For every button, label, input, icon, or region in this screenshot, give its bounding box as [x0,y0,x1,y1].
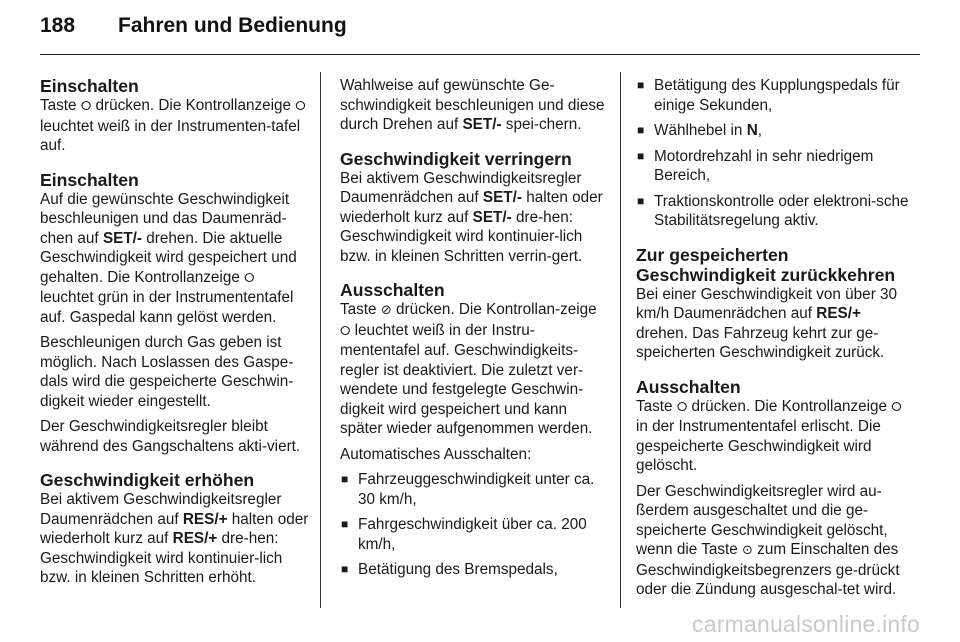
paragraph: Taste ⭘ drücken. Die Kontrollanzeige ⭘ in der Instrumententafel erlischt. Die gespeicherte Geschwindigkeit wird gelöscht. [636,397,902,474]
section-heading: Geschwindigkeit verringern [340,148,572,169]
column-divider [620,72,621,608]
column-1 [40,76,312,588]
paragraph: Der Geschwindigkeitsregler wird au-ßerdem ausgeschaltet und die ge-speicherte Geschwindigkeit gelöscht, wenn die Taste ⊙ zum Einschalten des Geschwindigkeitsbegrenzers ge-drückt oder die Zündung ausgeschal-tet wird. [636,482,900,598]
tempomat-icon: ⭘ [676,399,688,415]
paragraph: Beschleunigen durch Gas geben ist möglich. Nach Loslassen des Gaspe-dals wird die gespeicherte Geschwin-digkeit wieder eingestellt. [40,334,294,410]
page-header [40,14,347,38]
section-heading: Geschwindigkeit erhöhen [40,470,255,490]
list-item: ■ Traktionskontrolle oder elektroni-sche Stabilitätsregelung aktiv. [636,192,911,231]
tempomat-icon: ⭘ [295,99,306,114]
paragraph: Bei aktivem Geschwindigkeitsregler Daumenrädchen auf SET/- halten oder wiederholt kurz auf SET/- dre-hen: Geschwindigkeit wird kontinuier-lich bzw. in kleinen Schritten verrin-gert. [340,169,603,265]
paragraph: Bei aktivem Geschwindigkeitsregler Daumenrädchen auf RES/+ halten oder wiederholt kurz auf RES/+ dre-hen: Geschwindigkeit wird kontinuier-lich bzw. in kleinen Schritten erhöht. [40,491,309,586]
header-rule [40,54,920,55]
tempomat-icon: ⭘ [340,323,351,339]
section-heading: Ausschalten [636,376,741,397]
paragraph: Taste ⭘ drücken. Die Kontrollanzeige ⭘ leuchtet weiß in der Instrumenten-tafel auf. [40,97,306,154]
paragraph: Taste ⊘ drücken. Die Kontrollan-zeige ⭘ leuchtet weiß in der Instru-mententafel auf. Geschwindigkeits-regler ist deaktiviert. Die zuletzt ver-wendete und festgelegte Geschwin-digkeit wird gespeichert und kann später wieder aufgenommen werden. [340,301,597,437]
list-item: ■ Wählhebel in N, [636,121,911,141]
paragraph: Auf die gewünschte Geschwindigkeit beschleunigen und das Daumenräd-chen auf SET/- drehen. Die aktuelle Geschwindigkeit wird gespeichert und gehalten. Die Kontrollanzeige ⭘ leuchtet grün in der Instrumententafel auf. Gaspedal kann gelöst werden. [40,190,297,326]
paragraph: Der Geschwindigkeitsregler bleibt während des Gangschaltens akti-viert. [40,418,301,455]
bullet-list [340,470,610,580]
cancel-icon: ⊘ [380,303,392,318]
bullet-list [636,76,911,231]
paragraph: Bei einer Geschwindigkeit von über 30 km/h Daumenrädchen auf RES/+ drehen. Das Fahrzeug kehrt zur ge-speicherten Geschwindigkeit zurück. [636,285,898,361]
limiter-icon: ⊙ [742,543,753,558]
section-heading: Einschalten [40,76,139,96]
tempomat-icon: ⭘ [244,270,255,286]
list-item: ■ Fahrzeuggeschwindigkeit unter ca. 30 km/h, [340,470,610,509]
paragraph: Automatisches Ausschalten: [340,445,532,463]
watermark: carmanualsonline.info [692,611,920,637]
section-heading: Zur gespeicherten Geschwindigkeit zurückkehren [636,244,896,285]
tempomat-icon: ⭘ [891,399,902,415]
list-item: ■ Motordrehzahl in sehr niedrigem Bereich, [636,147,911,186]
section-heading: Einschalten [40,169,139,190]
section-heading: Ausschalten [340,280,445,300]
list-item: ■ Betätigung des Bremspedals, [340,560,610,580]
list-item: ■ Fahrgeschwindigkeit über ca. 200 km/h, [340,515,610,554]
paragraph: Wahlweise auf gewünschte Ge-schwindigkeit beschleunigen und diese durch Drehen auf SET/- spei-chern. [340,77,605,133]
column-divider [320,72,321,608]
list-item: ■ Betätigung des Kupplungspedals für einige Sekunden, [636,76,911,115]
column-3 [636,76,911,600]
page-number: 188 [40,14,76,37]
tempomat-icon: ⭘ [80,99,92,114]
chapter-title: Fahren und Bedienung [118,14,347,37]
column-2 [340,76,610,580]
